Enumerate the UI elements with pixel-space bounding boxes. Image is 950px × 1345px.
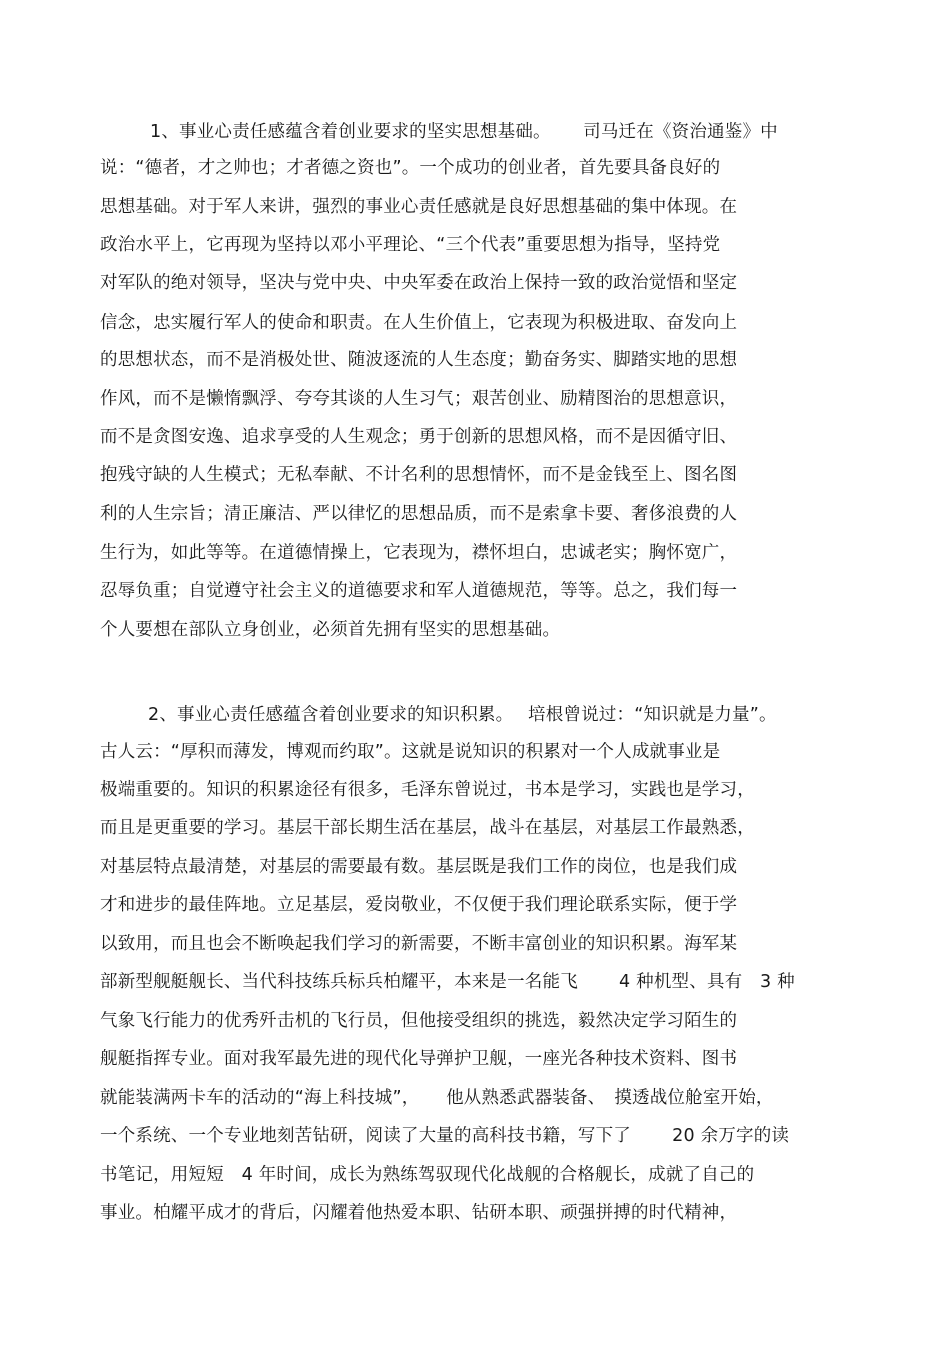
paragraph-line: 舰艇指挥专业。面对我军最先进的现代化导弹护卫舰，一座光各种技术资料、图书	[100, 1049, 738, 1069]
paragraph-line: 利的人生宗旨；清正廉洁、严以律忆的思想品质，而不是索拿卡要、奢侈浪费的人	[100, 504, 738, 524]
paragraph-line: 忍辱负重；自觉遵守社会主义的道德要求和军人道德规范，等等。总之，我们每一	[100, 581, 738, 601]
paragraph-line: 抱残守缺的人生模式；无私奉献、不计名利的思想情怀，而不是金钱至上、图名图	[100, 465, 738, 485]
paragraph-line: 生行为，如此等等。在道德情操上，它表现为，襟怀坦白，忠诚老实；胸怀宽广，	[100, 543, 738, 563]
paragraph-line: 信念，忠实履行军人的使命和职责。在人生价值上，它表现为积极进取、奋发向上	[100, 313, 738, 333]
paragraph-line: 而不是贪图安逸、追求享受的人生观念；勇于创新的思想风格，而不是因循守旧、	[100, 427, 738, 447]
paragraph-line: 以致用，而且也会不断唤起我们学习的新需要，不断丰富创业的知识积累。海军某	[100, 934, 738, 954]
paragraph-line: 才和进步的最佳阵地。立足基层，爱岗敬业，不仅便于我们理论联系实际，便于学	[100, 895, 738, 915]
paragraph-line: 极端重要的。知识的积累途径有很多，毛泽东曾说过，书本是学习，实践也是学习，	[100, 780, 755, 800]
paragraph-line: 事业。柏耀平成才的背后，闪耀着他热爱本职、钻研本职、顽强拼搏的时代精神，	[100, 1203, 738, 1223]
paragraph-line: 一个系统、一个专业地刻苦钻研，阅读了大量的高科技书籍，写下了 20 余万字的读	[100, 1126, 790, 1146]
paragraph-line: 气象飞行能力的优秀歼击机的飞行员，但他接受组织的挑选，毅然决定学习陌生的	[100, 1011, 738, 1031]
paragraph-line: 作风，而不是懒惰飘浮、夸夸其谈的人生习气；艰苦创业、励精图治的思想意识，	[100, 389, 738, 409]
paragraph-line: 政治水平上，它再现为坚持以邓小平理论、“三个代表”重要思想为指导，坚持党	[100, 235, 721, 255]
paragraph-line: 古人云：“厚积而薄发，博观而约取”。这就是说知识的积累对一个人成就事业是	[100, 742, 721, 762]
paragraph-line: 部新型舰艇舰长、当代科技练兵标兵柏耀平，本来是一名能飞 4 种机型、具有 3 种	[100, 972, 795, 992]
paragraph-line: 对基层特点最清楚，对基层的需要最有数。基层既是我们工作的岗位，也是我们成	[100, 857, 738, 877]
paragraph-line: 书笔记，用短短 4 年时间，成长为熟练驾驭现代化战舰的合格舰长，成就了自己的	[100, 1165, 755, 1185]
paragraph-line: 而且是更重要的学习。基层干部长期生活在基层，战斗在基层，对基层工作最熟悉，	[100, 818, 755, 838]
paragraph-line: 2、事业心责任感蕴含着创业要求的知识积累。 培根曾说过：“知识就是力量”。	[148, 705, 777, 725]
paragraph-line: 说：“德者，才之帅也；才者德之资也”。一个成功的创业者，首先要具备良好的	[100, 158, 721, 178]
paragraph-line: 就能装满两卡车的活动的“海上科技城”， 他从熟悉武器装备、 摸透战位舱室开始，	[100, 1088, 774, 1108]
paragraph-line: 对军队的绝对领导，坚决与党中央、中央军委在政治上保持一致的政治觉悟和坚定	[100, 273, 738, 293]
paragraph-line: 的思想状态，而不是消极处世、随波逐流的人生态度；勤奋务实、脚踏实地的思想	[100, 350, 738, 370]
paragraph-line: 个人要想在部队立身创业，必须首先拥有坚实的思想基础。	[100, 620, 561, 640]
paragraph-line: 思想基础。对于军人来讲，强烈的事业心责任感就是良好思想基础的集中体现。在	[100, 197, 738, 217]
paragraph-line: 1、事业心责任感蕴含着创业要求的坚实思想基础。 司马迁在《资治通鉴》中	[150, 122, 778, 142]
